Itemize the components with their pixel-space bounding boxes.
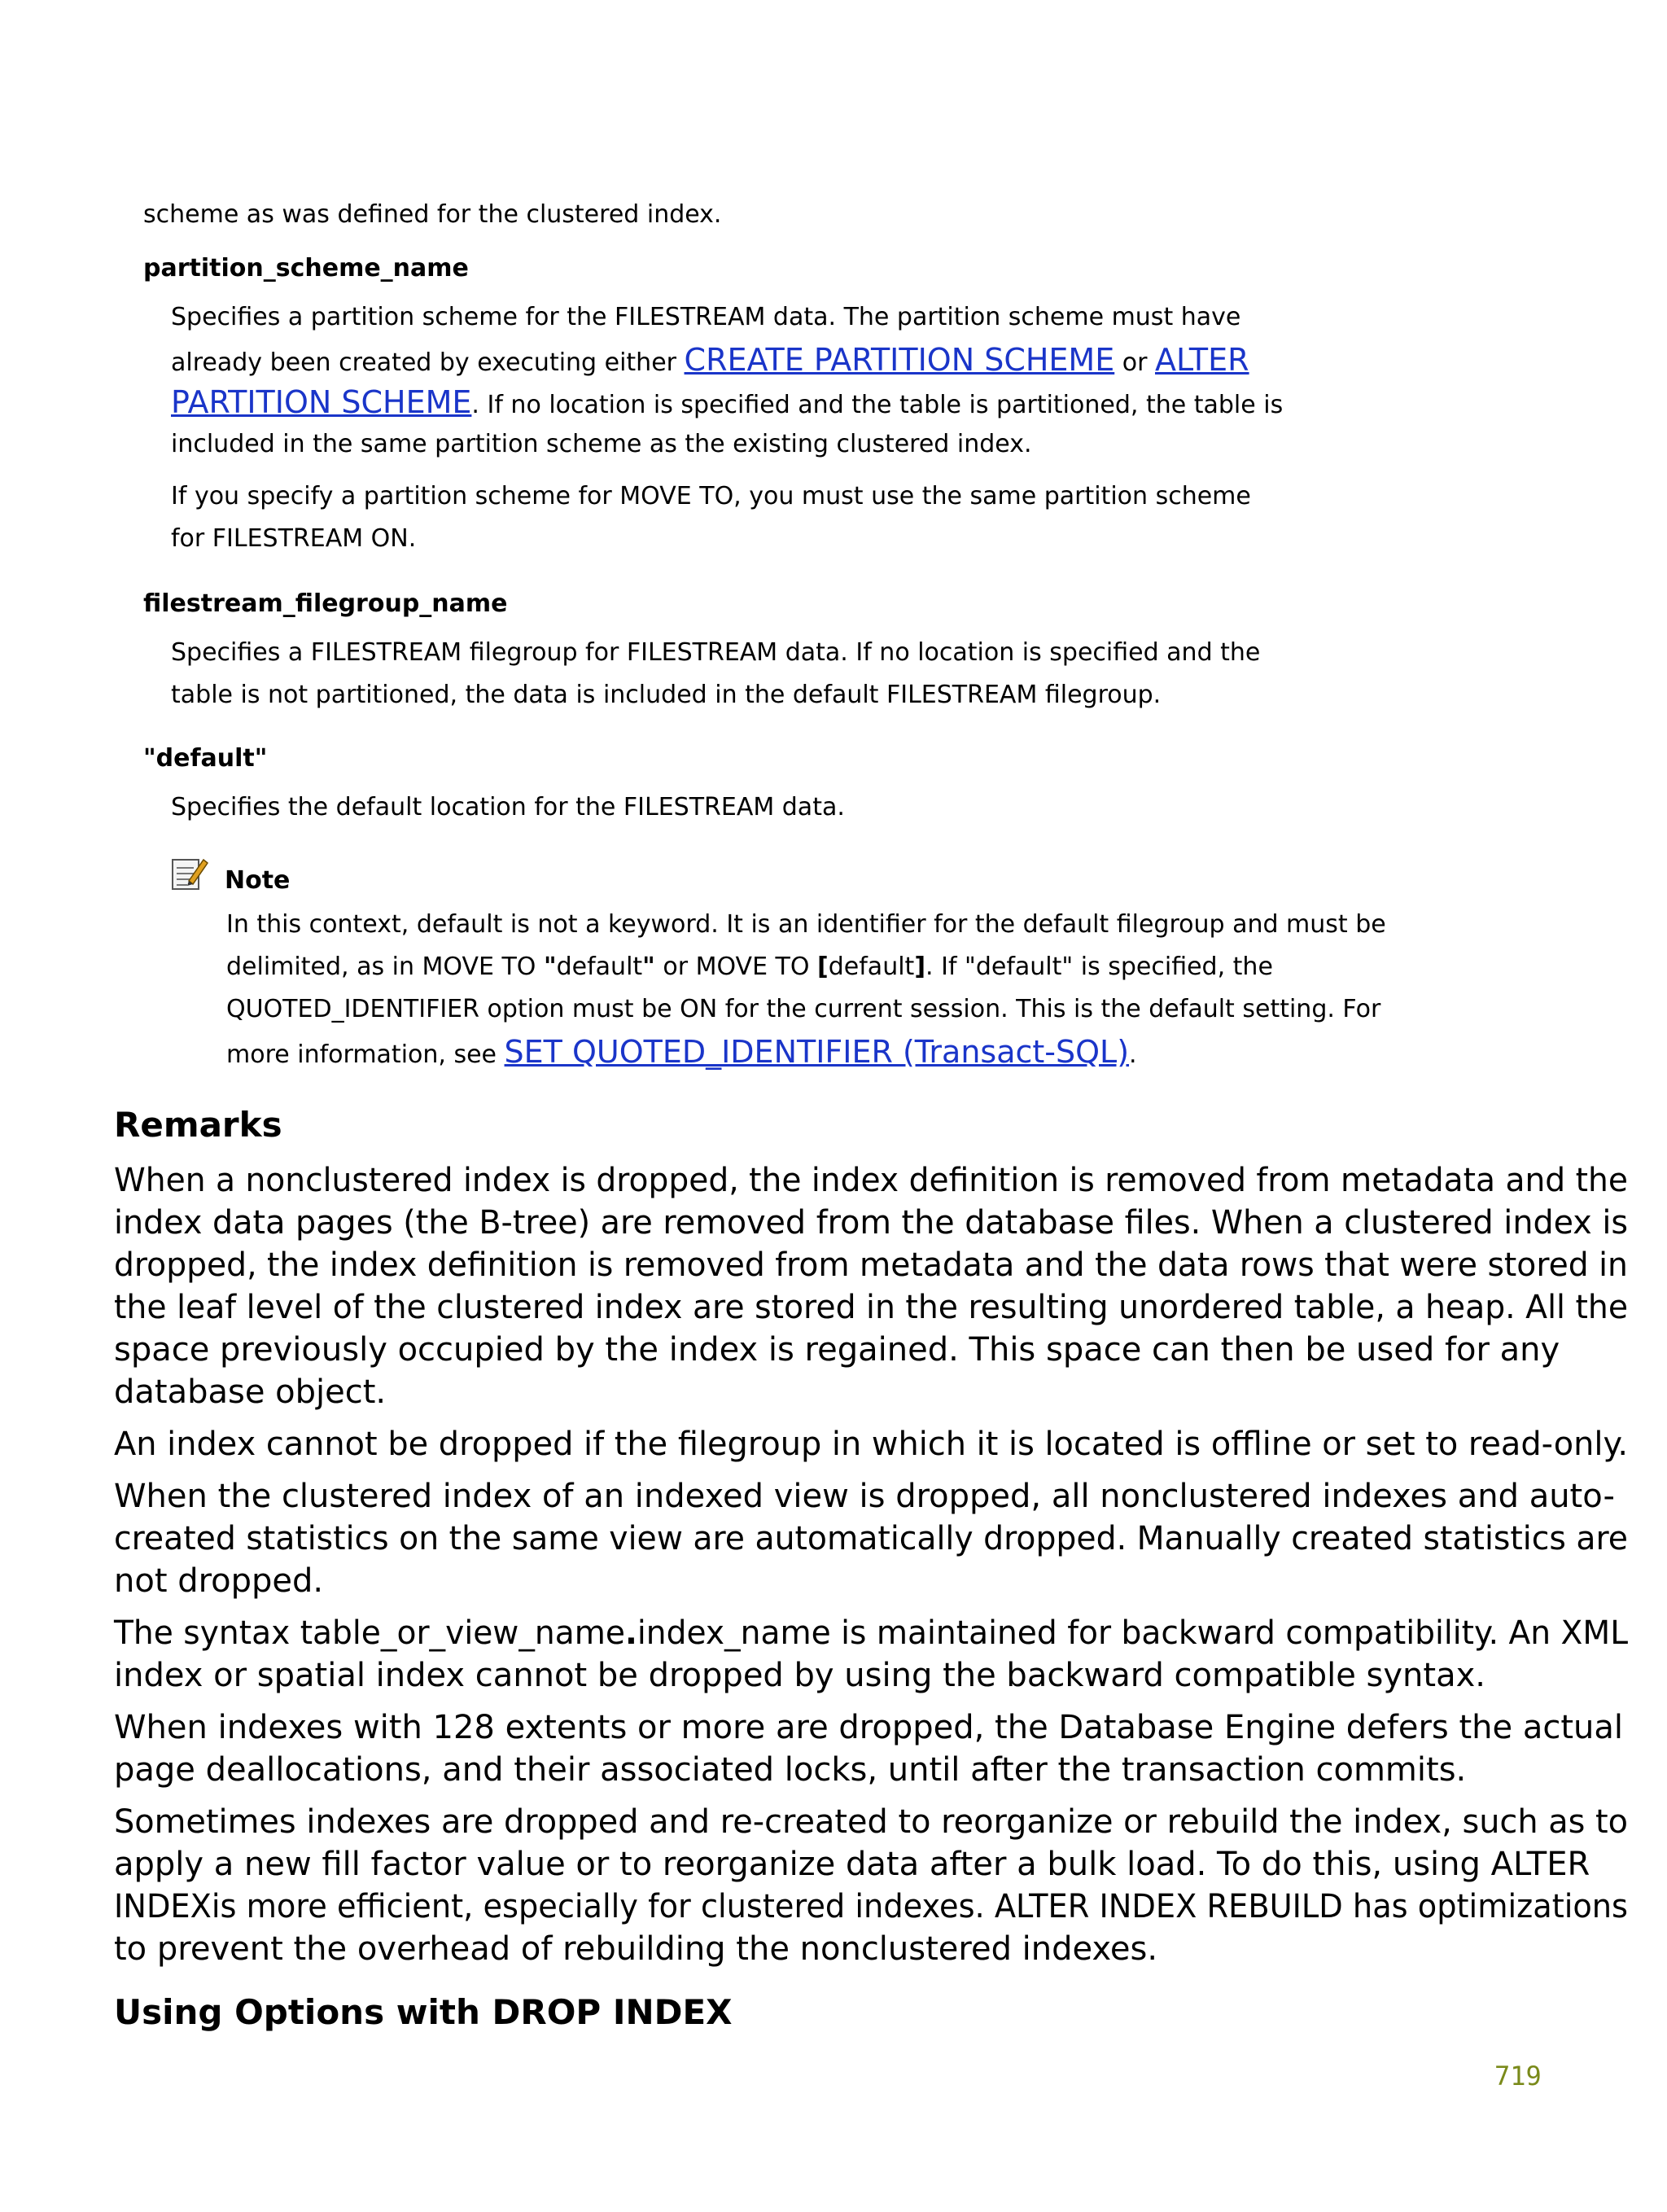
partition-desc-line-2 [171,339,1249,384]
remarks-para4-dot: . [624,1614,637,1652]
remarks-para1-line-3: dropped, the index definition is removed from metadata and the data rows that were stored in [114,1246,1628,1284]
note-default-1: default [556,953,643,981]
note-line-3: QUOTED_IDENTIFIER option must be ON for the current session. This is the default setting. For [226,995,1381,1023]
default-desc: Specifies the default location for the FILESTREAM data. [171,793,845,821]
term-filestream-filegroup-name: filestream_filegroup_name [143,589,508,618]
remarks-para5-line-2: page deallocations, and their associated locks, until after the transaction commits. [114,1751,1467,1789]
note-line-4 [226,1031,1137,1076]
term-partition-scheme-name: partition_scheme_name [143,254,469,283]
remarks-para6-line-1: Sometimes indexes are dropped and re-created to reorganize or rebuild the index, such as to [114,1803,1629,1841]
term-default: "default" [143,744,268,773]
remarks-para4-post: index_name is maintained for backward compatibility. An XML [637,1614,1629,1652]
remarks-para1-line-5: space previously occupied by the index is regained. This space can then be used for any [114,1331,1560,1369]
note-line-1: In this context, default is not a keyword. It is an identifier for the default filegroup and must be [226,910,1386,939]
partition-move-to-line-2: for FILESTREAM ON. [171,524,417,553]
using-options-heading: Using Options with DROP INDEX [114,1992,733,2032]
page-number: 719 [1494,2061,1542,2092]
remarks-para2: An index cannot be dropped if the filegroup in which it is located is offline or set to read-only. [114,1426,1629,1463]
note-line-2 [226,946,1273,988]
remarks-para3-line-1: When the clustered index of an indexed view is dropped, all nonclustered indexes and auto- [114,1478,1615,1515]
remarks-para6-line-3: INDEXis more efficient, especially for clustered indexes. ALTER INDEX REBUILD has optimizations [114,1888,1629,1925]
note-bracket-close: ] [914,953,926,981]
remarks-para6-line-4: to prevent the overhead of rebuilding the nonclustered indexes. [114,1930,1158,1968]
partition-desc-line-3-text: . If no location is specified and the table is partitioned, the table is [471,391,1284,419]
alter-partition-scheme-link-part2[interactable]: PARTITION SCHEME [171,384,472,420]
remarks-para4-line-1 [114,1612,1628,1654]
filegroup-desc-line-1: Specifies a FILESTREAM filegroup for FILESTREAM data. If no location is specified and the [171,638,1261,667]
remarks-para4-pre: The syntax table_or_view_name [114,1614,625,1652]
remarks-para1-line-2: index data pages (the B-tree) are removed from the database files. When a clustered index is [114,1204,1629,1242]
remarks-para3-line-2: created statistics on the same view are automatically dropped. Manually created statistics are [114,1520,1628,1557]
remarks-para5-line-1: When indexes with 128 extents or more are dropped, the Database Engine defers the actual [114,1709,1624,1746]
partition-move-to-line-1: If you specify a partition scheme for MOVE TO, you must use the same partition scheme [171,482,1251,510]
remarks-para3-line-3: not dropped. [114,1562,324,1600]
remarks-para4-line-2: index or spatial index cannot be dropped by using the backward compatible syntax. [114,1657,1485,1694]
intro-line: scheme as was defined for the clustered index. [143,200,722,229]
partition-desc-line-1: Specifies a partition scheme for the FILESTREAM data. The partition scheme must have [171,303,1241,331]
note-bracket-open: [ [817,953,829,981]
alter-partition-scheme-link-part1[interactable]: ALTER [1155,342,1249,378]
note-line-2-c: . If "default" is specified, the [925,953,1273,981]
note-default-2: default [828,953,915,981]
note-label: Note [225,866,291,895]
note-line-4-pre: more information, see [226,1040,505,1069]
create-partition-scheme-link[interactable]: CREATE PARTITION SCHEME [684,342,1115,378]
remarks-para1-line-4: the leaf level of the clustered index are stored in the resulting unordered table, a heap. All the [114,1289,1629,1326]
remarks-para6-line-2: apply a new fill factor value or to reorganize data after a bulk load. To do this, using ALTER [114,1846,1590,1883]
partition-desc-or: or [1114,348,1155,377]
partition-desc-line-4: included in the same partition scheme as the existing clustered index. [171,430,1032,458]
note-line-4-post: . [1129,1040,1137,1069]
set-quoted-identifier-link[interactable]: SET QUOTED_IDENTIFIER (Transact-SQL) [504,1034,1130,1070]
note-line-2-a: delimited, as in MOVE TO [226,953,544,981]
note-quote-open: " [543,953,557,981]
note-line-2-b: or MOVE TO [654,953,818,981]
note-quote-close: " [642,953,655,981]
remarks-para1-line-6: database object. [114,1373,387,1411]
partition-desc-line-2-text: already been created by executing either [171,348,685,377]
partition-desc-line-3 [171,381,1283,427]
remarks-para1-line-1: When a nonclustered index is dropped, the index definition is removed from metadata and the [114,1162,1628,1199]
remarks-heading: Remarks [114,1105,282,1145]
note-pencil-icon [169,855,208,892]
filegroup-desc-line-2: table is not partitioned, the data is included in the default FILESTREAM filegroup. [171,681,1162,709]
